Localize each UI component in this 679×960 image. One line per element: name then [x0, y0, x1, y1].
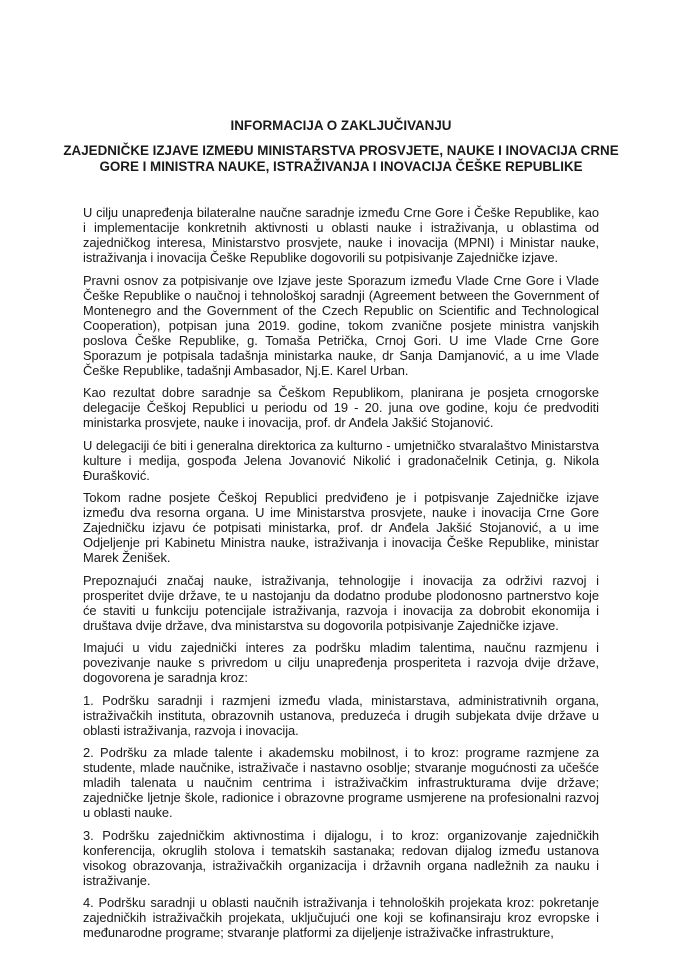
paragraph-significance: Prepoznajući značaj nauke, istraživanja, tehnologije i inovacija za održivi razvoj i prosperitet dvije države, te u nastojanju da dodatno prodube plodonosno partnerstvo koje će staviti u funkciju potencijale istraživanja, razvoja i inovacija za dobrobit ekonomija i društava dvije države, dva ministarstva su dogovorila potpisivanje Zajedničke izjave.: [83, 572, 599, 633]
document-title: INFORMACIJA O ZAKLJUČIVANJU: [230, 118, 452, 133]
paragraph-cooperation-intro: Imajući u vidu zajednički interes za podršku mladim talentima, naučnu razmjenu i povezivanje nauke s privredom u cilju unapređenja prosperiteta i razvoja dvije države, dogovorena je saradnja kroz:: [83, 640, 599, 685]
paragraph-intro: U cilju unapređenja bilateralne naučne saradnje između Crne Gore i Češke Republike, kao i implementacije konkretnih aktivnosti u oblasti nauke i istraživanja, u oblastima od zajedničkog interesa, Ministarstvo prosvjete, nauke i inovacija (MPNI) i Ministar nauke, istraživanja i inovacija Češke Republike dogovorili su potpisivanje Zajedničke izjave.: [83, 205, 599, 265]
paragraph-legal-basis: Pravni osnov za potpisivanje ove Izjave jeste Sporazum između Vlade Crne Gore i Vlade Češke Republike o naučnoj i tehnološkoj saradnji (Agreement between the Government of Montenegro and the Government of the Czech Republic on Scientific and Technological Cooperation), potpisan juna 2019. godine, tokom zvanične posjete ministra vanjskih poslova Češke Republike, g. Tomaša Petrička, Crnoj Gori. U ime Vlade Crne Gore Sporazum je potpisala tadašnja ministarka nauke, dr Sanja Damjanović, a u ime Vlade Češke Republike, tadašnji Ambasador, Nj.E. Karel Urban.: [83, 272, 599, 378]
document-subtitle: ZAJEDNIČKE IZJAVE IZMEĐU MINISTARSTVA PROSVJETE, NAUKE I INOVACIJA CRNE GORE I MINISTRA NAUKE, ISTRAŽIVANJA I INOVACIJA ČEŠKE REPUBLIKE: [63, 143, 619, 174]
paragraph-signing: Tokom radne posjete Češkoj Republici predviđeno je i potpisvanje Zajedničke izjave između dva resorna organa. U ime Ministarstva prosvjete, nauke i inovacija Crne Gore Zajedničku izjavu će potpisati ministarka, prof. dr Anđela Jakšić Stojanović, a u ime Odjeljenje pri Kabinetu Ministra nauke, istraživanja i inovacija Češke Republike, ministar Marek Ženišek.: [83, 490, 599, 565]
list-item-4: 4. Podršku saradnji u oblasti naučnih istraživanja i tehnoloških projekata kroz: pokretanje zajedničkih istraživačkih projekata, uključujući one koji se kofinansiraju kroz evropske i međunarodne programe; stvaranje platformi za dijeljenje istraživačke infrastrukture,: [83, 895, 599, 940]
document-page: [63, 118, 619, 948]
list-item-2: 2. Podršku za mlade talente i akademsku mobilnost, i to kroz: programe razmjene za studente, mlade naučnike, istraživače i nastavno osoblje; stvaranje mogućnosti za učešće mladih talenata u naučnim centrima i istraživačkim infrastrukturama dvije države; zajedničke ljetnje škole, radionice i obrazovne programe usmjerene na profesionalni razvoj u oblasti nauke.: [83, 745, 599, 820]
list-item-3: 3. Podršku zajedničkim aktivnostima i dijalogu, i to kroz: organizovanje zajedničkih konferencija, okruglih stolova i tematskih sastanaka; redovan dijalog između ustanova visokog obrazovanja, istraživačkih organizacija i državnih organa nadležnih za nauku i istraživanje.: [83, 827, 599, 888]
list-item-1: 1. Podršku saradnji i razmjeni između vlada, ministarstava, administrativnih organa, istraživačkih instituta, obrazovnih ustanova, preduzeća i drugih subjekata dvije države u oblasti istraživanja, razvoja i inovacija.: [83, 692, 599, 738]
paragraph-visit: Kao rezultat dobre saradnje sa Češkom Republikom, planirana je posjeta crnogorske delegacije Češkoj Republici u periodu od 19 - 20. juna ove godine, koju će predvoditi ministarka prosvjete, nauke i inovacija, prof. dr Anđela Jakšić Stojanović.: [83, 385, 599, 430]
paragraph-delegation: U delegaciji će biti i generalna direktorica za kulturno - umjetničko stvaralaštvo Ministarstva kulture i medija, gospođa Jelena Jovanović Nikolić i gradonačelnik Cetinja, g. Nikola Đurašković.: [83, 437, 599, 483]
